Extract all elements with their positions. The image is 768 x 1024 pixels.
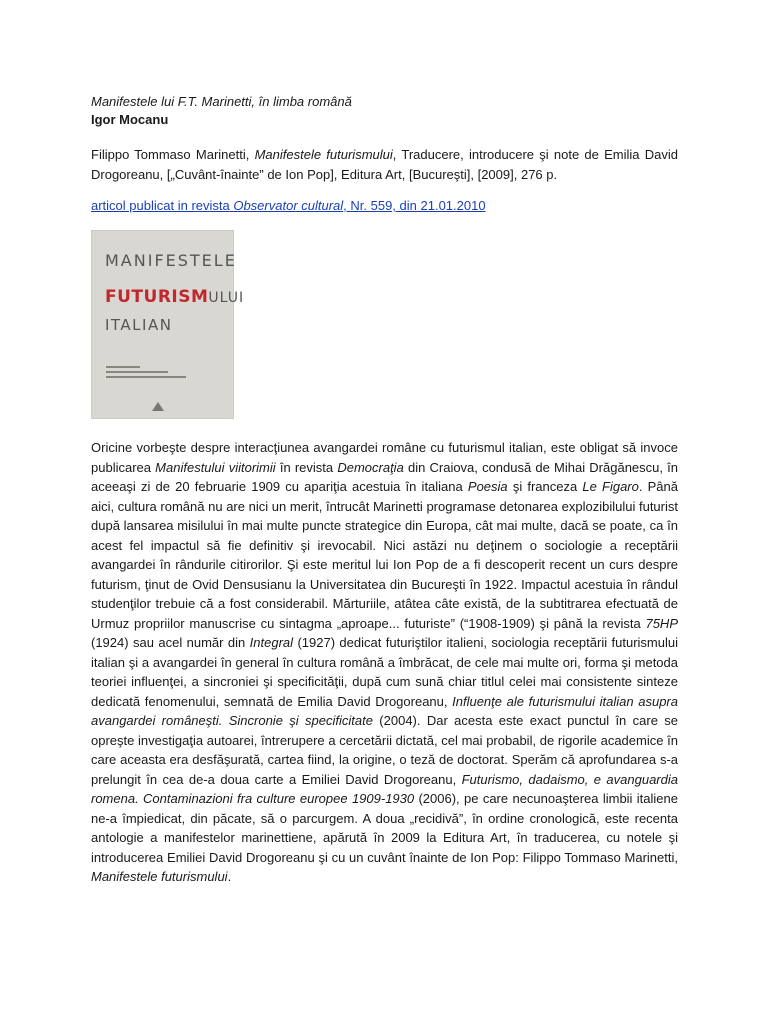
publisher-logo-icon — [152, 402, 164, 411]
reference-author: Filippo Tommaso Marinetti, — [91, 147, 255, 162]
article-source-link[interactable] — [91, 197, 678, 215]
link-journal: Observator cultural — [233, 198, 344, 213]
reference-details: , Traducere, introducere şi note de Emilia David Drogoreanu, [„Cuvânt-înainte” de Ion Pop], Editura Art, [Bucureşti], [2009], 276 p. — [91, 147, 678, 182]
link-prefix: articol publicat in revista — [91, 198, 234, 213]
cover-title-line3: ITALIAN — [105, 316, 173, 334]
article-author: Igor Mocanu — [91, 112, 169, 127]
article-body: Oricine vorbeşte despre interacţiunea avangardei române cu futurismul italian, este obligat să invoce publicarea Manifestului viitorimii în revista Democraţia din Craiova, condusă de Mihai Drăgănescu, în aceeaşi zi de 20 februarie 1909 cu apariţia acestuia în italiana Poesia şi franceza Le Figaro. Până aici, cultura română nu are nici un merit, întrucât Marinetti programase detonarea explozibilului futurist după lansarea misilului în mai multe puncte strategice din Europa, cât mai multe, dacă se poate, ca în acest fel impactul să fie definitiv şi irevocabil. Nici astăzi nu deţinem o sociologie a receptării avangardei în rândurile citirorilor. Şi este meritul lui Ion Pop de a fi descoperit recent un curs despre futurism, ţinut de Ovid Densusianu la Universitatea din Bucureşti în 1922. Impactul acestuia în rândul studenţilor trebuie că a fost considerabil. Mărturiile, atâtea câte există, de la subtitrarea efectuată de Urmuz propriilor manuscrise cu sintagma „aproape... futuriste” (“1908-1909) şi până la revista 75HP (1924) sau acel număr din Integral (1927) dedicat futuriştilor italieni, sociologia receptării futurismului italian şi a avangardei în general în cultura română a îmbrăcat, de cele mai multe ori, forma şi metoda teoriei influenţei, a sincroniei şi specificităţii, după cum sună chiar titlul celei mai consistente sinteze dedicată fenomenului, semnată de Emilia David Drogoreanu, Influenţe ale futurismului italian asupra avangardei româneşti. Sincronie şi specificitate (2004). Dar acesta este exact punctul în care se opreşte investigaţia autoarei, întrerupere a cercetării dictată, cel mai probabil, de rigorile academice în care aceasta era desfăşurată, cartea fiind, la origine, o teză de doctorat. Sperăm că aprofundarea s-a prelungit în cea de-a doua carte a Emiliei David Drogoreanu, Futurismo, dadaismo, e avanguardia romena. Contaminazioni fra culture europee 1909-1930 (2006), pe care necunoaşterea limbii italiene ne-a împiedicat, din păcate, să o parcurgem. A doua „recidivă”, în ordine cronologică, este recenta antologie a manifestelor marinettiene, apărută în 2009 la Editura Art, în traducerea, cu notele şi introducerea Emiliei David Drogoreanu şi cu un cuvânt înainte de Ion Pop: Filippo Tommaso Marinetti, Manifestele futurismului. — [91, 440, 679, 884]
link-suffix: , Nr. 559, din 21.01.2010 — [343, 198, 486, 213]
book-cover-image — [91, 230, 245, 419]
cover-title-line1: MANIFESTELE — [105, 251, 237, 270]
cover-title-ului: ULUI — [208, 290, 245, 306]
cover-subtitle-lines — [106, 366, 186, 381]
reference-book-title: Manifestele futurismului — [254, 147, 393, 162]
cover-title-futurism: FUTURISM — [105, 287, 209, 307]
book-reference — [91, 145, 678, 185]
cover-title-line2 — [105, 287, 244, 307]
document-page — [91, 93, 678, 887]
article-title: Manifestele lui F.T. Marinetti, în limba română — [91, 94, 352, 109]
